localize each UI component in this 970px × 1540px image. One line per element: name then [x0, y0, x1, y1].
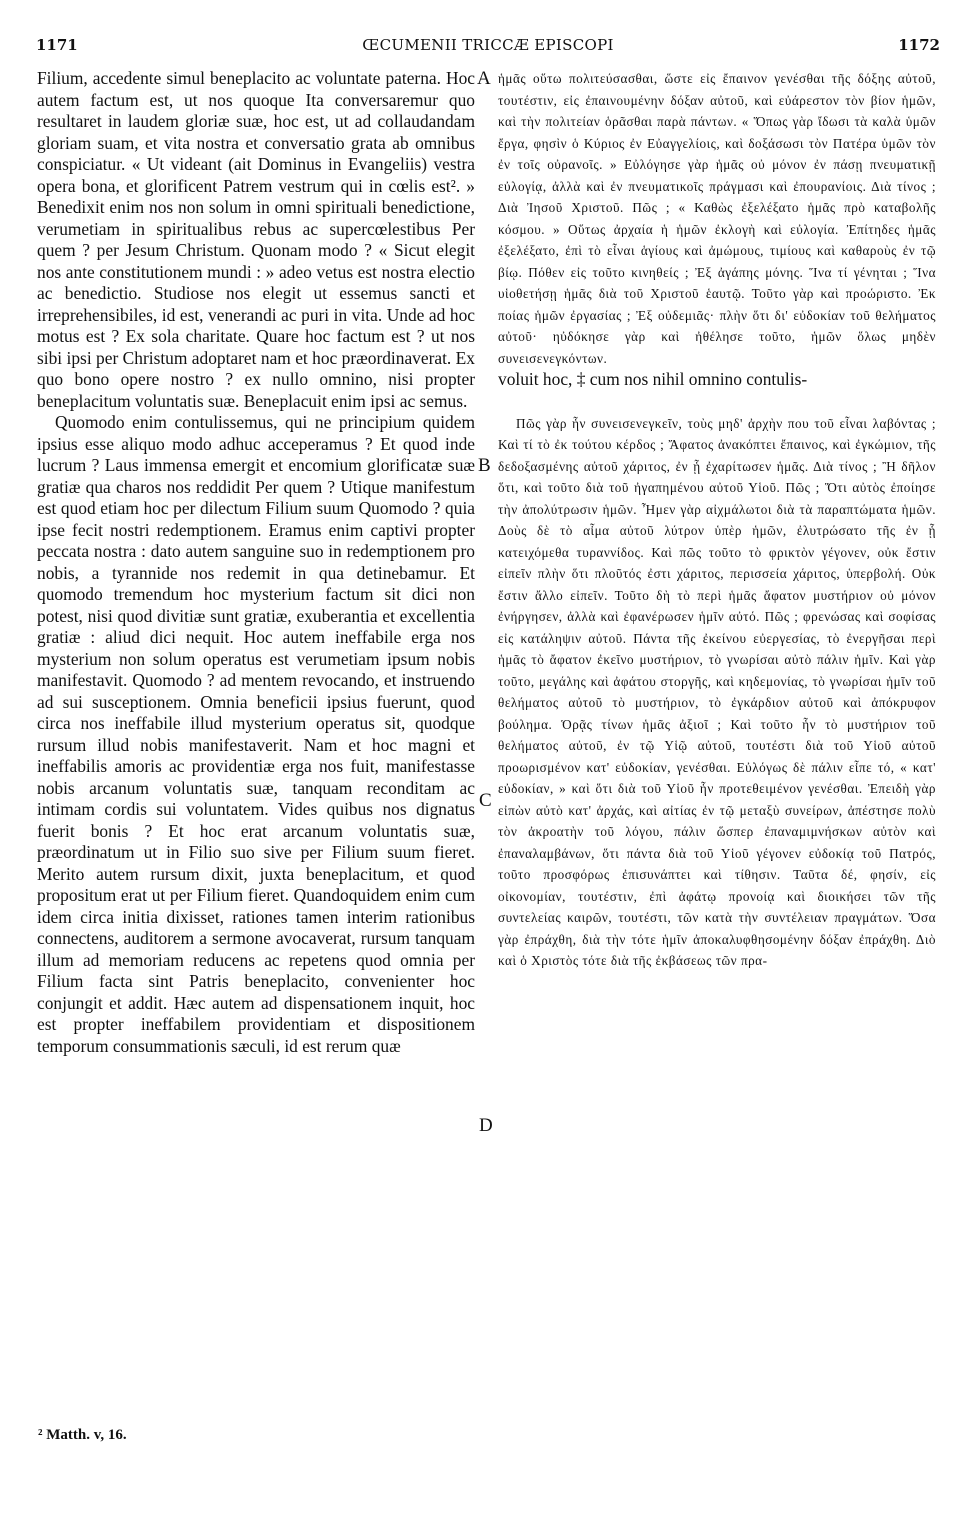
running-title: ŒCUMENII TRICCÆ EPISCOPI: [362, 36, 614, 54]
latin-column: [37, 68, 475, 1057]
right-page-number: 1172: [898, 36, 940, 54]
latin-paragraph-1: Filium, accedente simul beneplacito ac voluntate paterna. Hoc autem factum est, ut nos quoque Ita conversaremur quo resultaret in laudem gloriæ suæ, hoc est, ut ad collaudandam gloriam suam, et vita nostra et conversatio grata ab omnibus conspiciatur. « Ut videant (ait Dominus in Evangeliis) vestra opera bona, et glorificent Patrem vestrum qui in cœlis est². » Benedixit enim nos non solum in omni spirituali benedictione, verumetiam in spiritualibus rebus ac supercœlestibus Per quem ? per Jesum Christum. Quonam modo ? « Sicut elegit nos ante constitutionem mundi : » adeo vetus est nostra electio ac benedictio. Studiose nos elegit ut essemus sancti et irreprehensibiles, id est, venerandi ac puri in vita. Unde ad hoc motus est ? Ex sola charitate. Quare hoc factum est ? ut nos sibi ipsi per Christum adoptaret nam et hoc præordinaverat. Ex quo bono opere nostro ? ex nullo omnino, nisi propter beneplacitum voluntatis suæ. Beneplacuit enim ipsi ac semus.: [37, 68, 475, 411]
margin-marker-c: C: [479, 790, 492, 811]
footnote: ² Matth. v, 16.: [38, 1427, 127, 1443]
latin-paragraph-2: Quomodo enim contulissemus, qui ne principium quidem ipsius esse aliquo modo adhuc acceperamus ? Et quod inde lucrum ? Laus immensa emergit et encomium glorificatæ suæ gratiæ qua charos nos reddidit Per quem ? Utique manifestum est quod etiam hoc per dilectum Filium suum Quomodo ? quia ipse fecit nostri redemptionem. Eramus enim captivi propter peccata nostra : dato autem sanguine suo in redemptionem pro nobis, a tyrannide nos redemit in qua detinebamur. Et quomodo tremendum hoc mysterium factum sit dici non potest, nisi quod divitiæ sunt gratiæ, exuberantia et excellentia gratiæ : aliud dici nequit. Hoc autem ineffabile erga nos mysterium non solum operatus est verumetiam ipsum nobis manifestavit. Quomodo ? ad mentem revocando, et instruendo ad sui susceptionem. Omnia beneficii ipsius fuerunt, quod circa nos ineffabile illud mysterium operatus sit, quodque rursum illud nobis manifestaverit. Nam et hoc magni et ineffabilis amoris ac providentiæ erga nos fuit, manifestasse nobis arcanum voluntatis suæ, tanquam reconditam ac intimam cordis sui voluntatem. Vides quibus nos dignatus fuerit bonis ? Et hoc erat arcanum voluntatis suæ, præordinatum ut in Filio suo sive per Filium suum fieret. Merito autem rursum dixit, juxta beneplacitum, et quod propositum erat ut per Filium fieret. Quandoquidem enim cum idem circa initia dixisset, rationes tamen interim rationibus connectens, auditorem a sermone avocaverat, rursum tanquam illum ad memoriam reducens ac repetens quod omnia per Filium facta sint Patris beneplacito, convenienter hoc conjungit et addit. Hæc autem ad dispensationem inquit, hoc est propter ineffabilem providentiam et dispositionem temporum consummationis sæculi, id est rerum quæ: [37, 412, 475, 1056]
greek-paragraph-1: ἡμᾶς οὕτω πολιτεύσασθαι, ὥστε εἰς ἔπαινον γενέσθαι τῆς δόξης αὐτοῦ, τουτέστιν, εἰς ἐπαινουμένην δόξαν αὐτοῦ, καὶ εὐάρεστον τὸν βίον ἡμῶν, καὶ τὴν πολιτείαν ὁρᾶσθαι παρὰ πάντων. « Ὅπως γὰρ ἴδωσι τὰ καλὰ ὑμῶν ἔργα, φησὶν ὁ Κύριος ἐν Εὐαγγελίοις, καὶ δοξάσωσι τὸν Πατέρα ὑμῶν τὸν ἐν τοῖς οὐρανοῖς. » Εὐλόγησε γὰρ ἡμᾶς οὐ μόνον ἐν πάσῃ πνευματικῇ εὐλογίᾳ, ἀλλὰ καὶ ἐν πνευματικοῖς πράγμασι καὶ ἐπουρανίοις. Διὰ τίνος ; Διὰ Ἰησοῦ Χριστοῦ. Πῶς ; « Καθὼς ἐξελέξατο ἡμᾶς πρὸ καταβολῆς κόσμου. » Οὕτως ἀρχαία ἡ ἡμῶν ἐκλογὴ καὶ εὐλογία. Ἐπίτηδες ἡμᾶς ἐξελέξατο, ἐπὶ τὸ εἶναι ἁγίους καὶ ἀμώμους, τιμίους καὶ καθαροὺς ἐν τῷ βίῳ. Πόθεν εἰς τοῦτο κινηθείς ; Ἐξ ἀγάπης μόνης. Ἵνα τί γένηται ; Ἵνα υἱοθετήσῃ ἡμᾶς διὰ τοῦ Χριστοῦ ἑαυτῷ. Τοῦτο γὰρ καὶ προώριστο. Ἐκ ποίας ἡμῶν ἐργασίας ; Ἐξ οὐδεμιᾶς· πλὴν ὅτι δι' εὐδοκίαν τοῦ θελήματος αὐτοῦ· ηὐδόκησε γὰρ καὶ ἠθέλησε τοῦτο, ἡμῶν ὅλως μηδὲν συνεισενεγκόντων.: [498, 71, 936, 366]
page-header: [36, 36, 940, 60]
left-page-number: 1171: [36, 36, 78, 54]
greek-column: [498, 68, 936, 972]
margin-marker-a: A: [477, 68, 491, 89]
latin-continuation-line: voluit hoc, ‡ cum nos nihil omnino contulis-: [498, 369, 808, 389]
paragraph-gap: [498, 391, 936, 413]
greek-paragraph-2: Πῶς γὰρ ἦν συνεισενεγκεῖν, τοὺς μηδ' ἀρχὴν που τοῦ εἶναι λαβόντας ; Καὶ τί τὸ ἐκ τούτου κέρδος ; Ἄφατος ἀνακόπτει ἔπαινος, καὶ ἐγκώμιον, τῆς δεδοξασμένης αὐτοῦ χάριτος, ἐν ᾗ ἐχαρίτωσεν ἡμᾶς. Διὰ τίνος ; Ἢ δῆλον ὅτι, καὶ τοῦτο διὰ τοῦ ἠγαπημένου αὐτοῦ Υἱοῦ. Πῶς ; Ὅτι αὐτὸς ἐποίησε τὴν ἀπολύτρωσιν ἡμῶν. Ἦμεν γὰρ αἰχμάλωτοι διὰ τὰ παραπτώματα ἡμῶν. Δοὺς δὲ τὸ αἷμα αὐτοῦ λύτρον ὑπὲρ ἡμῶν, ἐλυτρώσατο τῆς ἐν ᾗ κατειχόμεθα τυραννίδος. Καὶ πῶς τοῦτο τὸ φρικτὸν γέγονεν, οὐκ ἔστιν εἰπεῖν πλὴν ὅτι πλοῦτός ἐστι χάριτος, περισσεία χάριτος, ὑπερβολή. Οὐκ ἔστιν ἄλλο εἰπεῖν. Τοῦτο δὴ τὸ περὶ ἡμᾶς ἄφατον μυστήριον οὐ μόνον ἐνήργησεν, ἀλλὰ καὶ ἐφανέρωσεν ἡμῖν αὐτό. Πῶς ; φρενώσας καὶ σοφίσας εἰς κατάληψιν αὐτοῦ. Πάντα τῆς ἐκείνου εὐεργεσίας, τὸ ἐνεργῆσαι περὶ ἡμᾶς τὸ ἄφατον ἐκεῖνο μυστήριον, τὸ γνωρίσαι αὐτὸ πάλιν ἡμῖν. Καὶ γὰρ τοῦτο, μεγάλης καὶ ἀφάτου στοργῆς, καὶ κηδεμονίας, τὸ γνωρίσαι ἡμῖν τοῦ θελήματος αὐτοῦ τὸ μυστήριον, τὸ ἐγκάρδιον αὐτοῦ καὶ ἀπόκρυφον βούλημα. Ὁρᾷς τίνων ἡμᾶς ἀξιοῖ ; Καὶ τοῦτο ἦν τὸ μυστήριον τοῦ θελήματος αὐτοῦ, ἐν τῷ Υἱῷ αὐτοῦ, τουτέστι διὰ τοῦ Υἱοῦ αὐτοῦ προωρισμένον κατ' εὐδοκίαν, γενέσθαι. Εὐλόγως δὲ πάλιν εἶπε τό, « κατ' εὐδοκίαν, » καὶ ὅτι διὰ τοῦ Υἱοῦ ἦν προτεθειμένον γενέσθαι. Ἐπειδὴ γὰρ εἰπὼν αὐτὸ κατ' ἀρχάς, καὶ αἰτίας ἐν τῷ μεταξὺ συνείρων, ἀπέστησε πολὺ τὸν ἀκροατὴν τοῦ λόγου, πάλιν ὥσπερ ἐπαναμιμνήσκων αὐτὸν καὶ ἐπαναλαμβάνων, ὅτι πάντα διὰ τοῦ Υἱοῦ γέγονεν εὐδοκίᾳ τοῦ Πατρός, τοῦτο προσφόρως ἐπισυνάπτει καὶ τίθησιν. Ταῦτα δέ, φησίν, εἰς οἰκονομίαν, τουτέστιν, ἐπὶ ἀφάτῳ προνοίᾳ καὶ διοικήσει τῶν τῆς συντελείας καιρῶν, τουτέστι, τῶν κατὰ τὴν συντέλειαν πραγμάτων. Ὅσα γὰρ ἐπράχθη, διὰ τὴν τότε ἡμῖν ἀποκαλυφθησομένην δόξαν ἐπράχθη. Διὸ καὶ ὁ Χριστὸς τότε διὰ τῆς ἐκβάσεως τῶν πρα-: [498, 415, 936, 968]
margin-marker-d: D: [479, 1115, 493, 1136]
margin-marker-b: B: [478, 455, 491, 476]
